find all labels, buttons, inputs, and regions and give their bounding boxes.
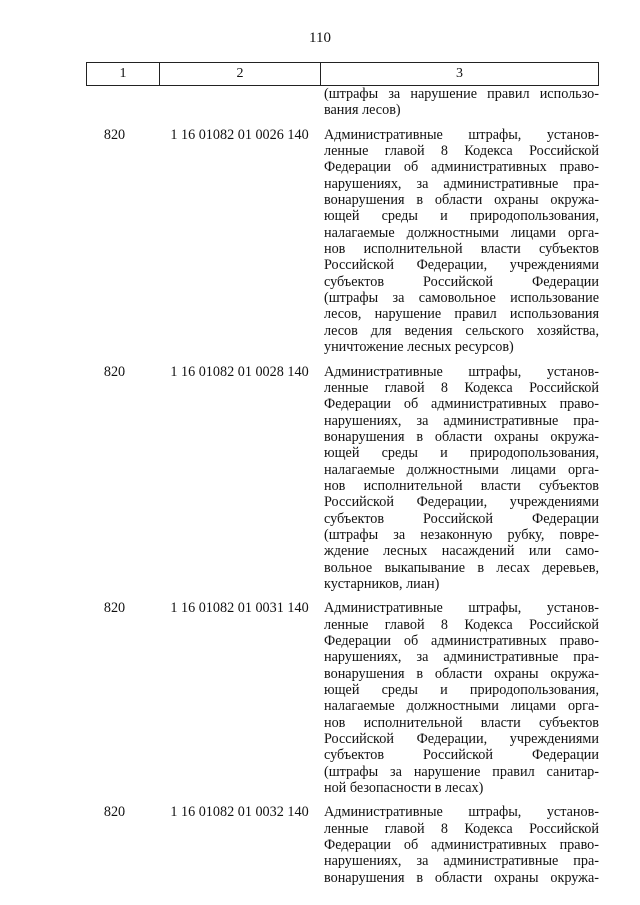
continuation-row xyxy=(86,86,599,119)
description-line: Федерации об административных право- xyxy=(324,396,599,413)
description-line: Российской Федерации, учреждениями xyxy=(324,257,599,274)
table-row xyxy=(86,364,599,593)
description-line: Российской Федерации, учреждениями xyxy=(324,731,599,748)
description-line: вонарушения в области охраны окружа- xyxy=(324,428,599,445)
description-line: (штрафы за нарушение правил санитар- xyxy=(324,763,599,780)
header-col-2: 2 xyxy=(160,63,321,85)
description-line: налагаемые должностными лицами орга- xyxy=(324,461,599,478)
description-line: ленные главой 8 Кодекса Российской xyxy=(324,143,599,160)
description-line: лесов для ведения сельского хозяйства, xyxy=(324,322,599,339)
admin-code-cell: 820 xyxy=(103,126,126,143)
description-line: вольное выкапывание в лесах деревьев, xyxy=(324,559,599,576)
description-line: нарушениях, за административные пра- xyxy=(324,853,599,870)
admin-code-cell: 820 xyxy=(103,600,126,617)
description-line: ющей среды и природопользования, xyxy=(324,208,599,225)
description-line: Российской Федерации, учреждениями xyxy=(324,494,599,511)
description-line: Административные штрафы, установ- xyxy=(324,363,599,380)
description-line: Административные штрафы, установ- xyxy=(324,600,599,617)
description-cell xyxy=(320,127,599,356)
description-line: Административные штрафы, установ- xyxy=(324,804,599,821)
description-line: налагаемые должностными лицами орга- xyxy=(324,698,599,715)
description-line: (штрафы за самовольное использование xyxy=(324,290,599,307)
description-line: (штрафы за незаконную рубку, повре- xyxy=(324,526,599,543)
description-cell xyxy=(320,86,599,119)
description-line: уничтожение лесных ресурсов) xyxy=(324,339,514,356)
description-line: вания лесов) xyxy=(324,102,401,119)
description-line: нарушениях, за административные пра- xyxy=(324,649,599,666)
description-line: вонарушения в области охраны окружа- xyxy=(324,869,599,886)
table-row xyxy=(86,804,599,886)
rows-container xyxy=(86,127,599,886)
description-line: Федерации об административных право- xyxy=(324,159,599,176)
page-number: 110 xyxy=(309,30,331,46)
description-line: ленные главой 8 Кодекса Российской xyxy=(324,616,599,633)
table-row xyxy=(86,127,599,356)
description-line: ленные главой 8 Кодекса Российской xyxy=(324,379,599,396)
description-line: (штрафы за нарушение правил использо- xyxy=(324,86,599,102)
description-line: вонарушения в области охраны окружа- xyxy=(324,665,599,682)
description-line: кустарников, лиан) xyxy=(324,575,440,592)
description-line: нарушениях, за административные пра- xyxy=(324,175,599,192)
description-line: ной безопасности в лесах) xyxy=(324,780,484,797)
header-col-3: 3 xyxy=(456,66,463,81)
description-line: субъектов Российской Федерации xyxy=(324,747,599,764)
budget-code-cell: 1 16 01082 01 0031 140 xyxy=(170,600,309,617)
budget-code-cell: 1 16 01082 01 0028 140 xyxy=(170,363,309,380)
description-line: субъектов Российской Федерации xyxy=(324,273,599,290)
description-line: ющей среды и природопользования, xyxy=(324,445,599,462)
description-line: ждение лесных насаждений или само- xyxy=(324,543,599,560)
description-line: Федерации об административных право- xyxy=(324,633,599,649)
description-line: нарушениях, за административные пра- xyxy=(324,412,599,429)
budget-code-cell: 1 16 01082 01 0032 140 xyxy=(170,804,309,821)
description-line: налагаемые должностными лицами орга- xyxy=(324,224,599,241)
description-cell xyxy=(320,364,599,593)
description-line: ющей среды и природопользования, xyxy=(324,682,599,699)
admin-code-cell: 820 xyxy=(103,804,126,821)
description-line: вонарушения в области охраны окружа- xyxy=(324,192,599,209)
header-col-1: 1 xyxy=(87,63,160,85)
table-body xyxy=(86,86,599,886)
description-line: ленные главой 8 Кодекса Российской xyxy=(324,820,599,837)
description-cell xyxy=(320,804,599,886)
description-line: нов исполнительной власти субъектов xyxy=(324,477,599,494)
description-line: нов исполнительной власти субъектов xyxy=(324,714,599,731)
admin-code-cell: 820 xyxy=(103,363,126,380)
table-header xyxy=(86,62,599,86)
description-line: субъектов Российской Федерации xyxy=(324,510,599,527)
table-row xyxy=(86,600,599,796)
description-line: нов исполнительной власти субъектов xyxy=(324,241,599,258)
description-line: Административные штрафы, установ- xyxy=(324,126,599,143)
budget-code-cell: 1 16 01082 01 0026 140 xyxy=(170,126,309,143)
description-line: Федерации об административных право- xyxy=(324,837,599,854)
description-cell xyxy=(320,600,599,796)
description-line: лесов, нарушение правил использования xyxy=(324,306,599,323)
